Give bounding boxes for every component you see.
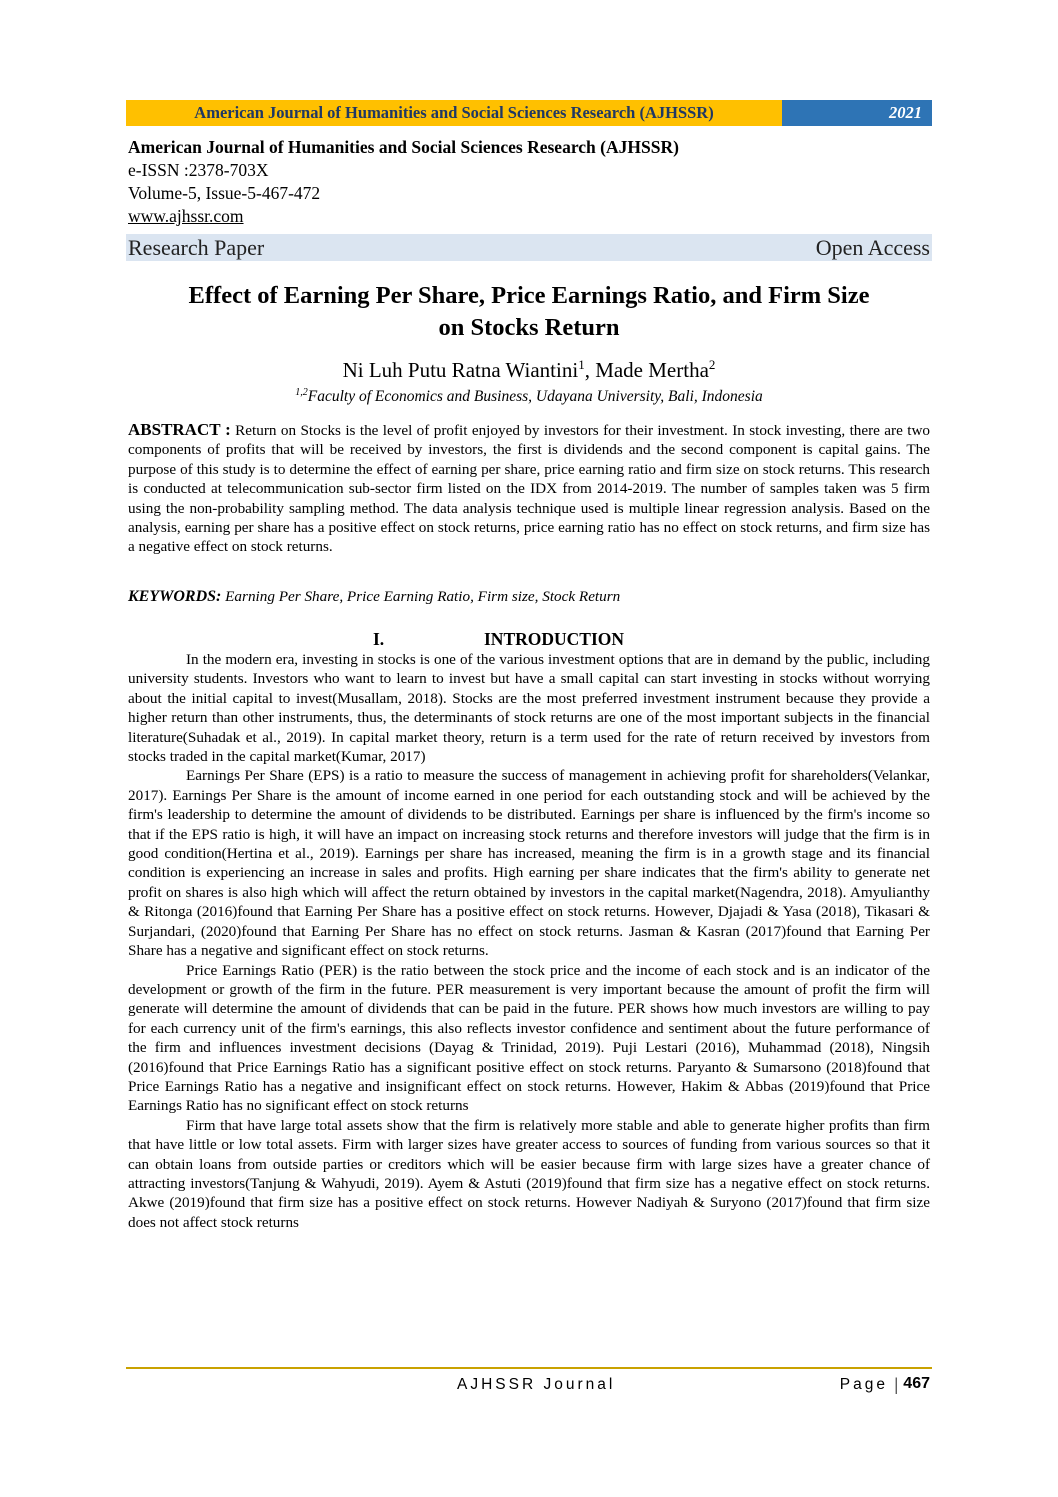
paragraph: Price Earnings Ratio (PER) is the ratio between the stock price and the income of each stock and is an indicator of the development or growth of the firm in the future. PER measurement is very important because the amount of profit the firm will generate will determine the amount of dividends that can be paid in the future. PER shows how much investors are willing to pay for each currency unit of the firm's earnings, this also reflects investor confidence and sentiment about the future performance of the firm and influences investment decisions (Dayag & Trinidad, 2019). Puji Lestari (2016), Muhammad (2018), Ningsih (2016)found that Price Earnings Ratio has a significant positive effect on stock returns. Paryanto & Sumarsono (2018)found that Price Earnings Ratio has a negative and insignificant effect on stock returns. However, Hakim & Abbas (2019)found that Price Earnings Ratio has no significant effect on stock returns: [128, 961, 930, 1115]
meta-journal-name: American Journal of Humanities and Social Sciences Research (AJHSSR): [128, 137, 679, 157]
paragraph: Earnings Per Share (EPS) is a ratio to measure the success of management in achieving profit for shareholders(Velankar, 2017). Earnings Per Share is the amount of income earned in one period for each outstanding stock and will be achieved by the firm's leadership to determine the amount of dividends to be distributed. Earnings per share is influenced by the firm's income so that if the EPS ratio is high, it will have an impact on increasing stock returns and therefore investors will judge that the firm is in good condition(Hertina et al., 2019). Earnings per share has increased, meaning the firm is in a growth stage and its financial condition is experiencing an increase in sales and profits. High earning per share indicates that the firm's ability to generate net profit on shares is also high which will affect the return obtained by investors in the capital market(Nagendra, 2018). Amyulianthy & Ritonga (2016)found that Earning Per Share has a positive effect on stock returns. However, Djajadi & Yasa (2018), Tikasari & Surjandari, (2020)found that Earning Per Share has no effect on stock returns. Jasman & Kasran (2017)found that Earning Per Share has a negative and significant effect on stock returns.: [128, 767, 930, 960]
author-separator: ,: [584, 358, 596, 382]
abstract: [128, 420, 930, 557]
title-line-2: on Stocks Return: [438, 314, 620, 341]
author-1-affiliation-mark: 1: [578, 357, 585, 372]
keywords-text: Earning Per Share, Price Earning Ratio, Firm size, Stock Return: [221, 588, 621, 605]
journal-meta: [128, 136, 934, 228]
title-line-1: Effect of Earning Per Share, Price Earnings Ratio, and Firm Size: [188, 282, 870, 309]
affiliation: [126, 383, 932, 407]
affiliation-mark: 1,2: [295, 387, 308, 398]
meta-website-link[interactable]: www.ajhssr.com: [128, 206, 244, 226]
page-footer: [126, 1374, 932, 1396]
authors: [126, 352, 932, 383]
footer-separator: |: [894, 1374, 898, 1394]
banner-journal-name: American Journal of Humanities and Social Sciences Research (AJHSSR): [126, 100, 782, 126]
meta-volume: Volume-5, Issue-5-467-472: [128, 183, 321, 203]
introduction-body: [128, 650, 930, 1232]
paper-type-bar: [126, 234, 932, 261]
access-type: Open Access: [815, 234, 930, 260]
journal-banner: [126, 100, 932, 126]
author-2: Made Mertha: [595, 358, 709, 382]
paragraph: In the modern era, investing in stocks is one of the various investment options that are in demand by the public, including university students. Investors who want to learn to invest but have a small capital can start investing in stocks without worrying about the initial capital to invest(Musallam, 2018). Stocks are the most preferred investment instrument because they provide a higher return than other instruments, thus, the determinants of stock returns are one of the most important subjects in the financial literature(Suhadak et al., 2019). In capital market theory, return is a term used for the rate of return received by investors from stocks traded in the capital market(Kumar, 2017): [128, 651, 930, 766]
footer-page-number: 467: [903, 1375, 930, 1392]
keywords: [128, 587, 930, 606]
paper-type: Research Paper: [128, 234, 265, 260]
abstract-label: ABSTRACT :: [128, 420, 231, 439]
section-name: INTRODUCTION: [484, 629, 625, 649]
abstract-text: Return on Stocks is the level of profit enjoyed by investors for their investment. In stock investing, there are two components of profits that will be received by investors, the first is dividends and the second component is capital gains. The purpose of this study is to determine the effect of earning per share, price earning ratio and firm size on stock returns. This research is conducted at telecommunication sub-sector firm listed on the IDX from 2014-2019. The number of samples taken was 5 firm using the non-probability sampling method. The data analysis technique used is multiple linear regression analysis. Based on the analysis, earning per share has a positive effect on stock returns, price earning ratio has no effect on stock returns, and firm size has a negative effect on stock returns.: [128, 422, 931, 556]
banner-year: 2021: [782, 100, 932, 126]
footer-page-label: Page: [839, 1376, 888, 1393]
affiliation-text: Faculty of Economics and Business, Udayana University, Bali, Indonesia: [307, 388, 763, 406]
meta-issn: e-ISSN :2378-703X: [128, 160, 269, 180]
author-2-affiliation-mark: 2: [708, 357, 716, 372]
footer-journal: AJHSSR Journal: [457, 1376, 616, 1393]
footer-rule: [126, 1367, 932, 1369]
paragraph: Firm that have large total assets show that the firm is relatively more stable and able to generate higher profits than firm that have little or low total assets. Firm with larger sizes have greater access to sources of funding from various sources so that it can obtain loans from outside parties or creditors which will be easier because firm with large sizes have a greater chance of attracting investors(Tanjung & Wahyudi, 2019). Ayem & Astuti (2019)found that firm size has a negative effect on stock returns. Akwe (2019)found that firm size has a positive effect on stock returns. However Nadiyah & Suryono (2017)found that firm size does not affect stock returns: [128, 1116, 930, 1231]
keywords-label: KEYWORDS:: [128, 588, 222, 605]
author-1: Ni Luh Putu Ratna Wiantini: [342, 358, 579, 382]
section-number: I.: [373, 629, 385, 649]
paper-title: [126, 280, 932, 344]
